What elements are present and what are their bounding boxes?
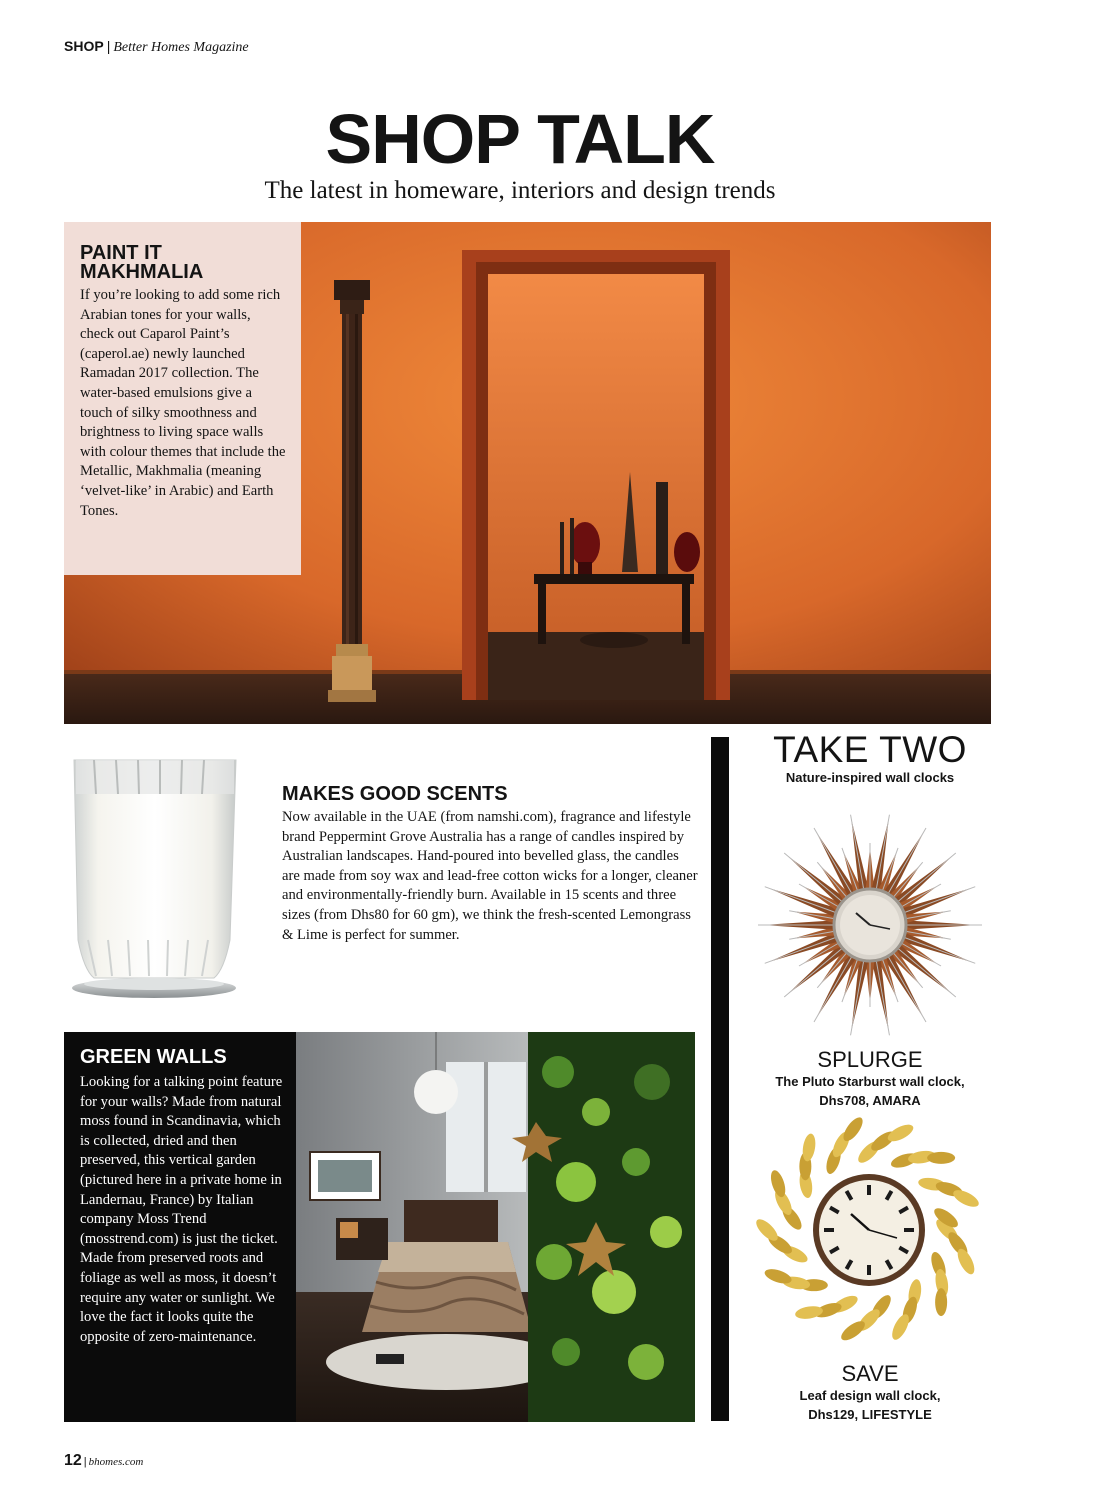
page-footer	[64, 1452, 143, 1470]
splurge-store: AMARA	[872, 1093, 921, 1108]
candle-photo	[64, 750, 244, 1006]
paint-article-box	[64, 222, 301, 575]
save-label: SAVE	[841, 1361, 899, 1386]
splurge-label: SPLURGE	[817, 1047, 923, 1072]
scents-heading: MAKES GOOD SCENTS	[282, 783, 508, 805]
moss-wall-room-photo	[296, 1032, 695, 1422]
splurge-description	[729, 1072, 1011, 1110]
save-line1: Leaf design wall clock,	[799, 1388, 941, 1403]
paint-body: If you’re looking to add some rich Arabian tones for your walls, check out Caparol Paint’s (caperol.ae) newly launched Ramadan 2017 collection. The water-based emulsions give a touch of silky smoothness and brightness to living space walls with colour themes that include the Metallic, Makhmalia (meaning ‘velvet-like’ in Arabic) and Earth Tones.	[80, 287, 286, 519]
splurge-line1: The Pluto Starburst wall clock,	[775, 1074, 965, 1089]
green-walls-heading: GREEN WALLS	[80, 1046, 227, 1068]
save-price: Dhs129,	[808, 1407, 859, 1422]
starburst-clock-photo	[747, 805, 993, 1045]
green-walls-body: Looking for a talking point feature for your walls? Made from natural moss found in Scandinavia, which is collected, dried and then preserved, this vertical garden (pictured here in a private home in Landernau, France) by Italian company Moss Trend (mosstrend.com) is just the ticket. Made from preserved roots and foliage as well as moss, it doesn’t require any water or sunlight. We love the fact it looks quite the opposite of zero-maintenance.	[80, 1074, 283, 1345]
footer-separator: |	[83, 1456, 87, 1468]
page-number: 12	[64, 1452, 82, 1469]
column-divider-bar	[711, 737, 729, 1421]
green-walls-article-box	[64, 1032, 296, 1422]
save-store: LIFESTYLE	[861, 1407, 932, 1422]
paint-heading-line1: PAINT IT	[80, 242, 162, 264]
publication-name: Better Homes Magazine	[113, 40, 249, 55]
take-two-title: TAKE TWO	[773, 729, 967, 770]
folio-separator: |	[106, 38, 111, 54]
paint-heading	[80, 244, 287, 282]
section-label: SHOP	[64, 38, 104, 54]
footer-website: bhomes.com	[88, 1456, 144, 1468]
save-description	[729, 1386, 1011, 1424]
leaf-clock-photo	[756, 1115, 982, 1355]
paint-heading-line2: MAKHMALIA	[80, 261, 204, 283]
page-subtitle: The latest in homeware, interiors and design trends	[264, 177, 776, 204]
splurge-price: Dhs708,	[819, 1093, 870, 1108]
scents-body: Now available in the UAE (from namshi.com), fragrance and lifestyle brand Peppermint Grove Australia has a range of candles inspired by Australian landscapes. Hand-poured into bevelled glass, the candles are made from soy wax and lead-free cotton wicks for a longer, cleaner and environmentally-friendly burn. Available in 15 scents and three sizes (from Dhs80 for 60 gm), we think the fresh-scented Lemongrass & Lime is perfect for summer.	[282, 809, 698, 943]
page-title: SHOP TALK	[325, 100, 715, 178]
folio-header	[64, 38, 249, 56]
take-two-subtitle: Nature-inspired wall clocks	[785, 770, 955, 785]
